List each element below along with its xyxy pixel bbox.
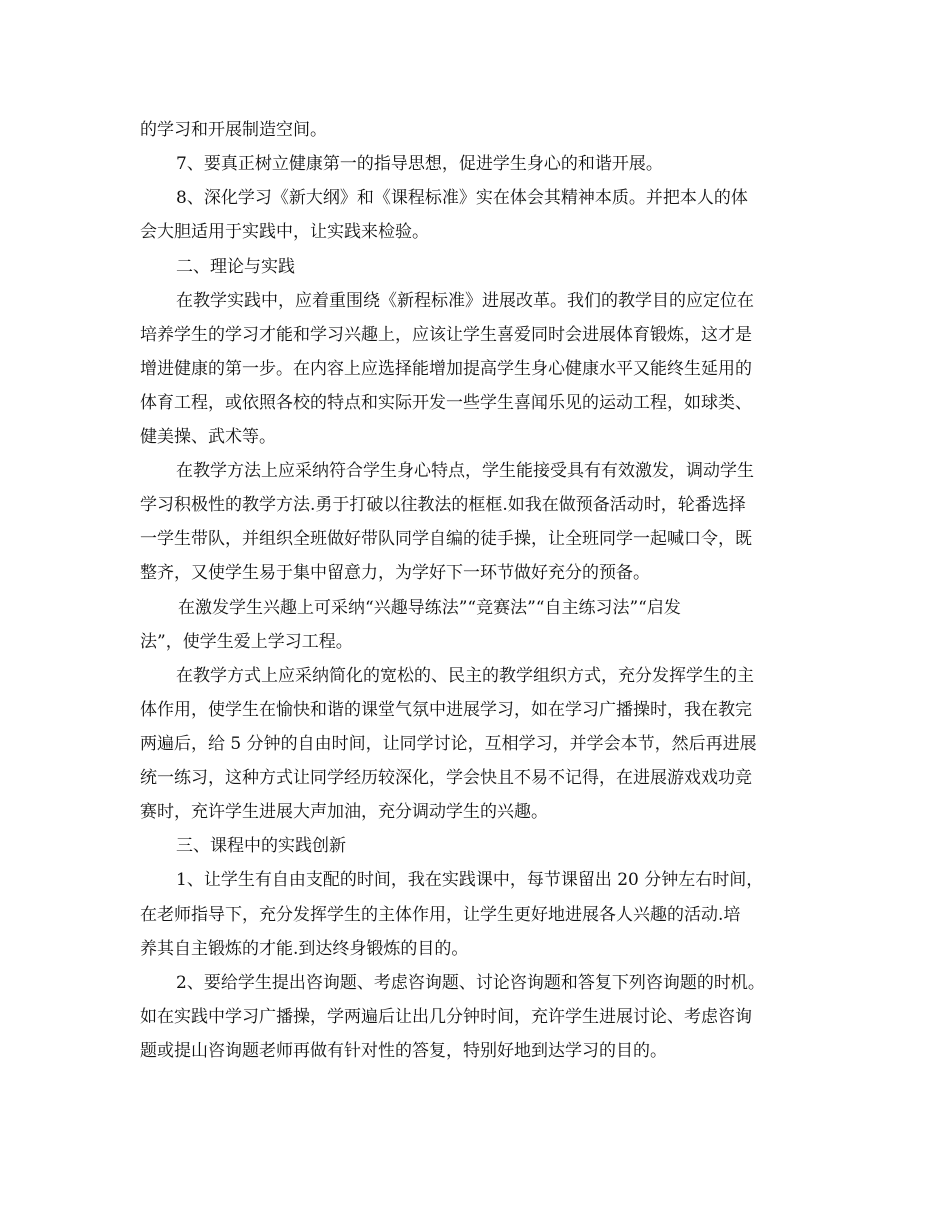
text-line: 一学生带队，并组织全班做好带队同学自编的徒手操，让全班同学一起喊口令，既 <box>140 529 752 549</box>
text-line: 的学习和开展制造空间。 <box>140 120 327 140</box>
text-line: 在教学方法上应采纳符合学生身心特点，学生能接受具有有效激发，调动学生 <box>176 461 754 481</box>
text-line: 如在实践中学习广播操，学两遍后让出几分钟时间，充许学生进展讨论、考虑咨询 <box>140 1007 752 1027</box>
text-line: 题或提山咨询题老师再做有针对性的答复，特别好地到达学习的目的。 <box>140 1041 667 1061</box>
text-line: 8、深化学习《新大纲》和《课程标准》实在体会其精神本质。并把本人的体 <box>176 188 748 208</box>
text-line: 会大胆适用于实践中，让实践来检验。 <box>140 222 429 242</box>
section-heading: 三、课程中的实践创新 <box>176 836 346 856</box>
text-line: 健美操、武术等。 <box>140 427 276 447</box>
text-line: 2、要给学生提出咨询题、考虑咨询题、讨论咨询题和答复下列咨询题的时机。 <box>176 973 765 993</box>
text-line: 整齐，又使学生易于集中留意力，为学好下一环节做好充分的预备。 <box>140 563 650 583</box>
text-line: 统一练习，这种方式让同学经历较深化，学会快且不易不记得，在进展游戏戏功竞 <box>140 768 752 788</box>
text-line: 在教学实践中，应着重围绕《新程标准》进展改革。我们的教学目的应定位在 <box>176 291 754 311</box>
text-line: 增进健康的第一步。在内容上应选择能增加提高学生身心健康水平又能终生延用的 <box>140 359 752 379</box>
text-line: 学习积极性的教学方法.勇于打破以往教法的框框.如我在做预备活动时，轮番选择 <box>140 495 746 515</box>
text-line: 体育工程，或依照各校的特点和实际开发一些学生喜闻乐见的运动工程，如球类、 <box>140 393 752 413</box>
text-line: 体作用，使学生在愉快和谐的课堂气氛中进展学习，如在学习广播操时，我在教完 <box>140 700 752 720</box>
text-line: 1、让学生有自由支配的时间，我在实践课中，每节课留出 20 分钟左右时间， <box>176 870 764 890</box>
text-line: 养其自主锻炼的才能.到达终身锻炼的目的。 <box>140 939 469 959</box>
section-heading: 二、理论与实践 <box>176 257 295 277</box>
text-line: 在激发学生兴趣上可采纳“兴趣导练法”“竞赛法”“自主练习法”“启发 <box>178 598 681 618</box>
text-line: 赛时，充许学生进展大声加油，充分调动学生的兴趣。 <box>140 802 548 822</box>
text-line: 在老师指导下，充分发挥学生的主体作用，让学生更好地进展各人兴趣的活动.培 <box>140 905 741 925</box>
text-line: 7、要真正树立健康第一的指导思想，促进学生身心的和谐开展。 <box>176 154 663 174</box>
text-line: 法”，使学生爱上学习工程。 <box>140 632 353 652</box>
text-line: 培养学生的学习才能和学习兴趣上，应该让学生喜爱同时会进展体育锻炼，这才是 <box>140 325 752 345</box>
text-line: 两遍后，给 5 分钟的自由时间，让同学讨论，互相学习，并学会本节，然后再进展 <box>140 734 757 754</box>
text-line: 在教学方式上应采纳简化的宽松的、民主的教学组织方式，充分发挥学生的主 <box>176 666 754 686</box>
